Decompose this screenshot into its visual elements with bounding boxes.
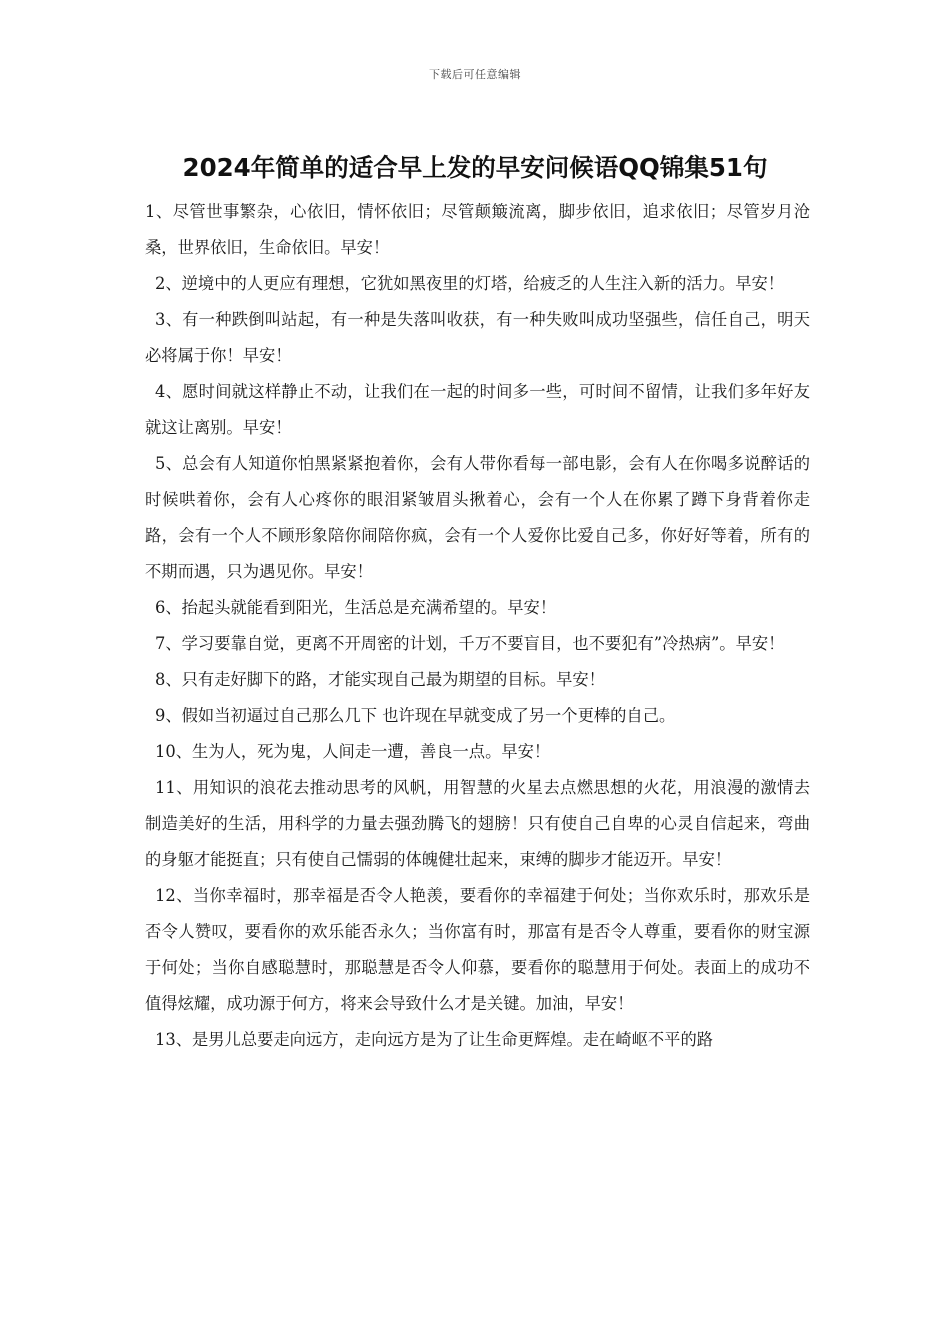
paragraph-6: 6、抬起头就能看到阳光，生活总是充满希望的。早安！ <box>155 598 557 617</box>
paragraph-8: 8、只有走好脚下的路，才能实现自己最为期望的目标。早安！ <box>155 670 605 689</box>
paragraph-13: 13、是男儿总要走向远方，走向远方是为了让生命更辉煌。走在崎岖不平的路 <box>155 1030 714 1049</box>
paragraph-2: 2、逆境中的人更应有理想，它犹如黑夜里的灯塔，给疲乏的人生注入新的活力。早安！ <box>155 274 785 293</box>
paragraph-7: 7、学习要靠自觉，更离不开周密的计划，千万不要盲目，也不要犯有”冷热病”。早安！ <box>155 634 785 653</box>
paragraph-11: 11、用知识的浪花去推动思考的风帆，用智慧的火星去点燃思想的火花，用浪漫的激情去制造美好的生活，用科学的力量去强劲腾飞的翅膀！只有使自己自卑的心灵自信起来，弯曲的身躯才能挺直；只有使自己懦弱的体魄健壮起来，束缚的脚步才能迈开。早安！ <box>145 778 810 869</box>
document-title: 2024年简单的适合早上发的早安问候语QQ锦集51句 <box>182 153 768 182</box>
paragraph-1: 1、尽管世事繁杂，心依旧，情怀依旧；尽管颠簸流离，脚步依旧，追求依旧；尽管岁月沧桑，世界依旧，生命依旧。早安！ <box>145 202 810 257</box>
paragraph-12: 12、当你幸福时，那幸福是否令人艳羡，要看你的幸福建于何处；当你欢乐时，那欢乐是否令人赞叹，要看你的欢乐能否永久；当你富有时，那富有是否令人尊重，要看你的财宝源于何处；当你自感聪慧时，那聪慧是否令人仰慕，要看你的聪慧用于何处。表面上的成功不值得炫耀，成功源于何方，将来会导致什么才是关键。加油，早安！ <box>145 886 810 1013</box>
paragraph-10: 10、生为人，死为鬼，人间走一遭，善良一点。早安！ <box>155 742 551 761</box>
header-note: 下载后可任意编辑 <box>429 68 521 81</box>
paragraph-3: 3、有一种跌倒叫站起，有一种是失落叫收获，有一种失败叫成功坚强些，信任自己，明天必将属于你！早安！ <box>145 310 810 365</box>
paragraph-4: 4、愿时间就这样静止不动，让我们在一起的时间多一些，可时间不留情，让我们多年好友就这让离别。早安！ <box>145 382 810 437</box>
paragraph-9: 9、假如当初逼过自己那么几下 也许现在早就变成了另一个更棒的自己。 <box>155 706 676 725</box>
document-body <box>145 194 810 1058</box>
paragraph-5: 5、总会有人知道你怕黑紧紧抱着你，会有人带你看每一部电影，会有人在你喝多说醉话的时候哄着你，会有人心疼你的眼泪紧皱眉头揪着心，会有一个人在你累了蹲下身背着你走路，会有一个人不顾形象陪你闹陪你疯，会有一个人爱你比爱自己多，你好好等着，所有的不期而遇，只为遇见你。早安！ <box>145 454 810 581</box>
